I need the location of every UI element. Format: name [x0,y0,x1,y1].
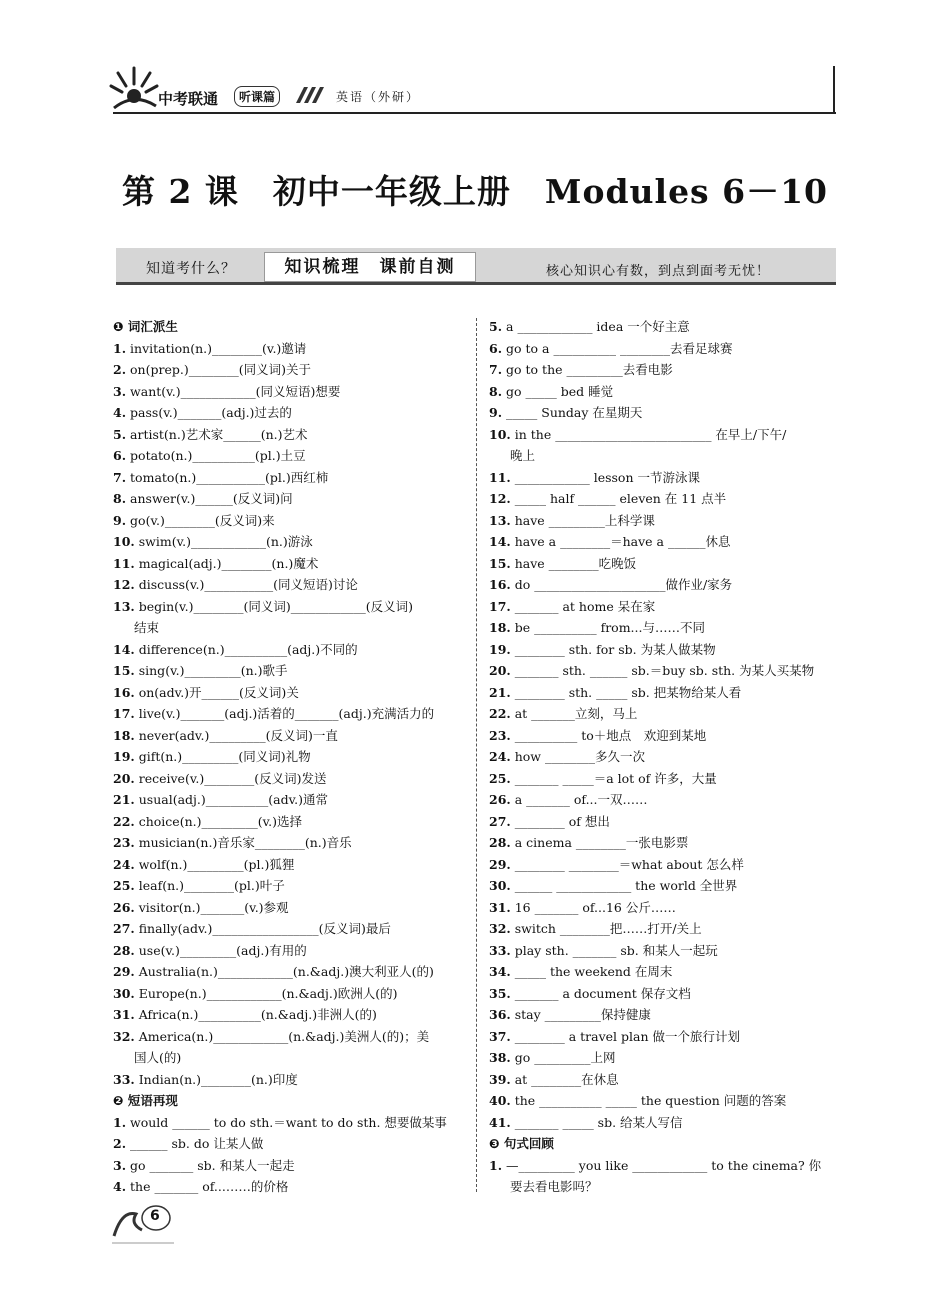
list-item: 17. _______ at home 呆在家 [489,598,656,614]
list-item: 21. ________ sth. _____ sb. 把某物给某人看 [489,684,742,700]
list-item: 9. _____ Sunday 在星期天 [489,405,643,420]
list-item: 7. tomato(n.)___________(pl.)西红柿 [113,469,329,485]
phrase-list [489,316,839,1133]
sentence-list [489,1155,839,1198]
list-item: 13. begin(v.)________(同义词)____________(反义词) [113,598,413,614]
list-item: 16. do _____________________做作业/家务 [489,577,733,592]
list-item: 8. go _____ bed 睡觉 [489,383,614,399]
list-item: 15. sing(v.)_________(n.)歌手 [113,663,288,678]
list-item-continuation: 晚上 [510,448,536,463]
list-item: 1. invitation(n.)________(v.)邀请 [113,340,307,356]
right-column [489,316,839,1198]
list-item: 26. a _______ of...一双…… [489,792,648,807]
list-item: 9. go(v.)________(反义词)来 [113,512,275,528]
brand-name: 中考联通 [158,90,219,108]
list-item: 5. a ____________ idea 一个好主意 [489,319,690,334]
list-item: 11. magical(adj.)________(n.)魔术 [113,555,319,571]
list-item: 5. artist(n.)艺术家______(n.)艺术 [113,426,308,442]
page-title: 第 2 课 初中一年级上册 Modules 6－10 [121,172,829,211]
list-item: 27. finally(adv.)_________________(反义词)最后 [113,921,391,936]
list-item: 25. _______ _____＝a lot of 许多，大量 [489,770,717,786]
banner-center-box [264,252,476,282]
list-item: 15. have ________吃晚饭 [489,555,637,571]
header-rule [113,112,836,114]
list-item: 13. have _________上科学课 [489,512,655,528]
list-item: 16. on(adv.)开______(反义词)关 [113,684,299,700]
list-item: 19. gift(n.)_________(同义词)礼物 [113,749,311,764]
list-item: 28. use(v.)_________(adj.)有用的 [113,942,307,958]
list-item: 30. Europe(n.)____________(n.&adj.)欧洲人(的) [113,985,398,1001]
list-item: 8. answer(v.)______(反义词)问 [113,491,293,506]
list-item: 18. never(adv.)_________(反义词)一直 [113,727,338,743]
slash-decoration-icon [290,87,328,103]
left-column [113,316,468,1198]
list-item: 23. musician(n.)音乐家________(n.)音乐 [113,835,352,850]
list-item: 21. usual(adj.)__________(adv.)通常 [113,792,329,807]
list-item: 25. leaf(n.)________(pl.)叶子 [113,878,285,893]
list-item: 6. potato(n.)__________(pl.)土豆 [113,448,306,463]
list-item: 29. ________ ________＝what about 怎么样 [489,856,744,872]
section-heading: ❷ 短语再现 [113,1093,178,1108]
list-item: 3. go _______ sb. 和某人一起走 [113,1157,295,1173]
list-item: 12. _____ half ______ eleven 在 11 点半 [489,491,727,506]
list-item: 34. _____ the weekend 在周末 [489,964,673,979]
header-rule-right [833,66,835,114]
column-divider [476,318,477,1192]
logo-sun-icon [108,62,160,110]
section-heading: ❸ 句式回顾 [489,1136,554,1151]
banner-center-text: 知识梳理 课前自测 [284,257,456,277]
list-item-continuation: 要去看电影吗？ [510,1179,598,1194]
list-item: 6. go to a __________ ________去看足球赛 [489,340,733,356]
list-item: 33. Indian(n.)________(n.)印度 [113,1071,298,1087]
list-item: 37. ________ a travel plan 做一个旅行计划 [489,1028,740,1044]
list-item: 30. ______ ____________ the world 全世界 [489,878,738,893]
subject-label: 英语（外研） [336,90,421,104]
list-item: 2. ______ sb. do 让某人做 [113,1136,264,1151]
list-item: 22. choice(n.)_________(v.)选择 [113,813,303,829]
banner-left-text: 知道考什么？ [146,261,236,277]
list-item: 14. difference(n.)__________(adj.)不同的 [113,641,358,657]
list-item: 18. be __________ from...与……不同 [489,620,705,635]
list-item: 4. pass(v.)_______(adj.)过去的 [113,405,292,420]
series-badge: 听课篇 [234,86,280,107]
list-item: 20. _______ sth. ______ sb.＝buy sb. sth. 为某人买某物 [489,663,815,678]
list-item: 24. wolf(n.)_________(pl.)狐狸 [113,856,295,872]
list-item: 17. live(v.)_______(adj.)活着的_______(adj.)充满活力的 [113,706,435,721]
section-heading: ❶ 词汇派生 [113,319,178,334]
banner-right-text: 核心知识心有数，到点到面考无忧！ [546,264,771,279]
list-item: 32. switch ________把……打开/关上 [489,921,702,936]
list-item: 4. the _______ of...……的价格 [113,1179,289,1194]
list-item: 12. discuss(v.)___________(同义短语)讨论 [113,577,358,592]
list-item: 27. ________ of 想出 [489,813,610,829]
list-item: 39. at ________在休息 [489,1071,619,1087]
list-item: 36. stay _________保持健康 [489,1007,651,1022]
list-item: 35. _______ a document 保存文档 [489,985,691,1001]
list-item: 26. visitor(n.)_______(v.)参观 [113,899,289,915]
list-item: 33. play sth. _______ sb. 和某人一起玩 [489,942,718,958]
list-item: 22. at _______立刻，马上 [489,706,638,721]
list-item: 29. Australia(n.)____________(n.&adj.)澳大利亚人(的) [113,964,434,979]
page-number-ornament-icon [112,1200,174,1244]
list-item: 41. _______ _____ sb. 给某人写信 [489,1114,683,1130]
list-item: 31. 16 _______ of...16 公斤…… [489,899,676,915]
list-item: 3. want(v.)____________(同义短语)想要 [113,383,341,399]
list-item: 20. receive(v.)________(反义词)发送 [113,770,327,786]
list-item: 38. go _________上网 [489,1050,616,1065]
vocab-list [113,338,468,1091]
list-item-continuation: 结束 [134,620,160,635]
list-item: 31. Africa(n.)__________(n.&adj.)非洲人(的) [113,1007,377,1022]
list-item: 10. swim(v.)____________(n.)游泳 [113,534,313,549]
list-item: 40. the __________ _____ the question 问题的答案 [489,1093,787,1108]
list-item: 19. ________ sth. for sb. 为某人做某物 [489,641,716,657]
phrase-list [113,1112,468,1198]
list-item-continuation: 国人(的) [134,1050,182,1065]
list-item: 2. on(prep.)________(同义词)关于 [113,362,311,377]
list-item: 32. America(n.)____________(n.&adj.)美洲人(的)；美 [113,1028,430,1044]
list-item: 10. in the _________________________ 在早上/下午/ [489,426,787,442]
page-number: 6 [150,1208,160,1224]
list-item: 24. how ________多久一次 [489,749,645,764]
list-item: 14. have a ________＝have a ______休息 [489,534,731,549]
list-item: 7. go to the _________去看电影 [489,362,673,377]
list-item: 23. __________ to＋地点 欢迎到某地 [489,727,707,743]
list-item: 1. would ______ to do sth.＝want to do sth. 想要做某事 [113,1114,447,1130]
list-item: 1. —_________ you like ____________ to the cinema? 你 [489,1157,822,1173]
list-item: 11. ____________ lesson 一节游泳课 [489,469,700,485]
list-item: 28. a cinema ________一张电影票 [489,835,689,850]
